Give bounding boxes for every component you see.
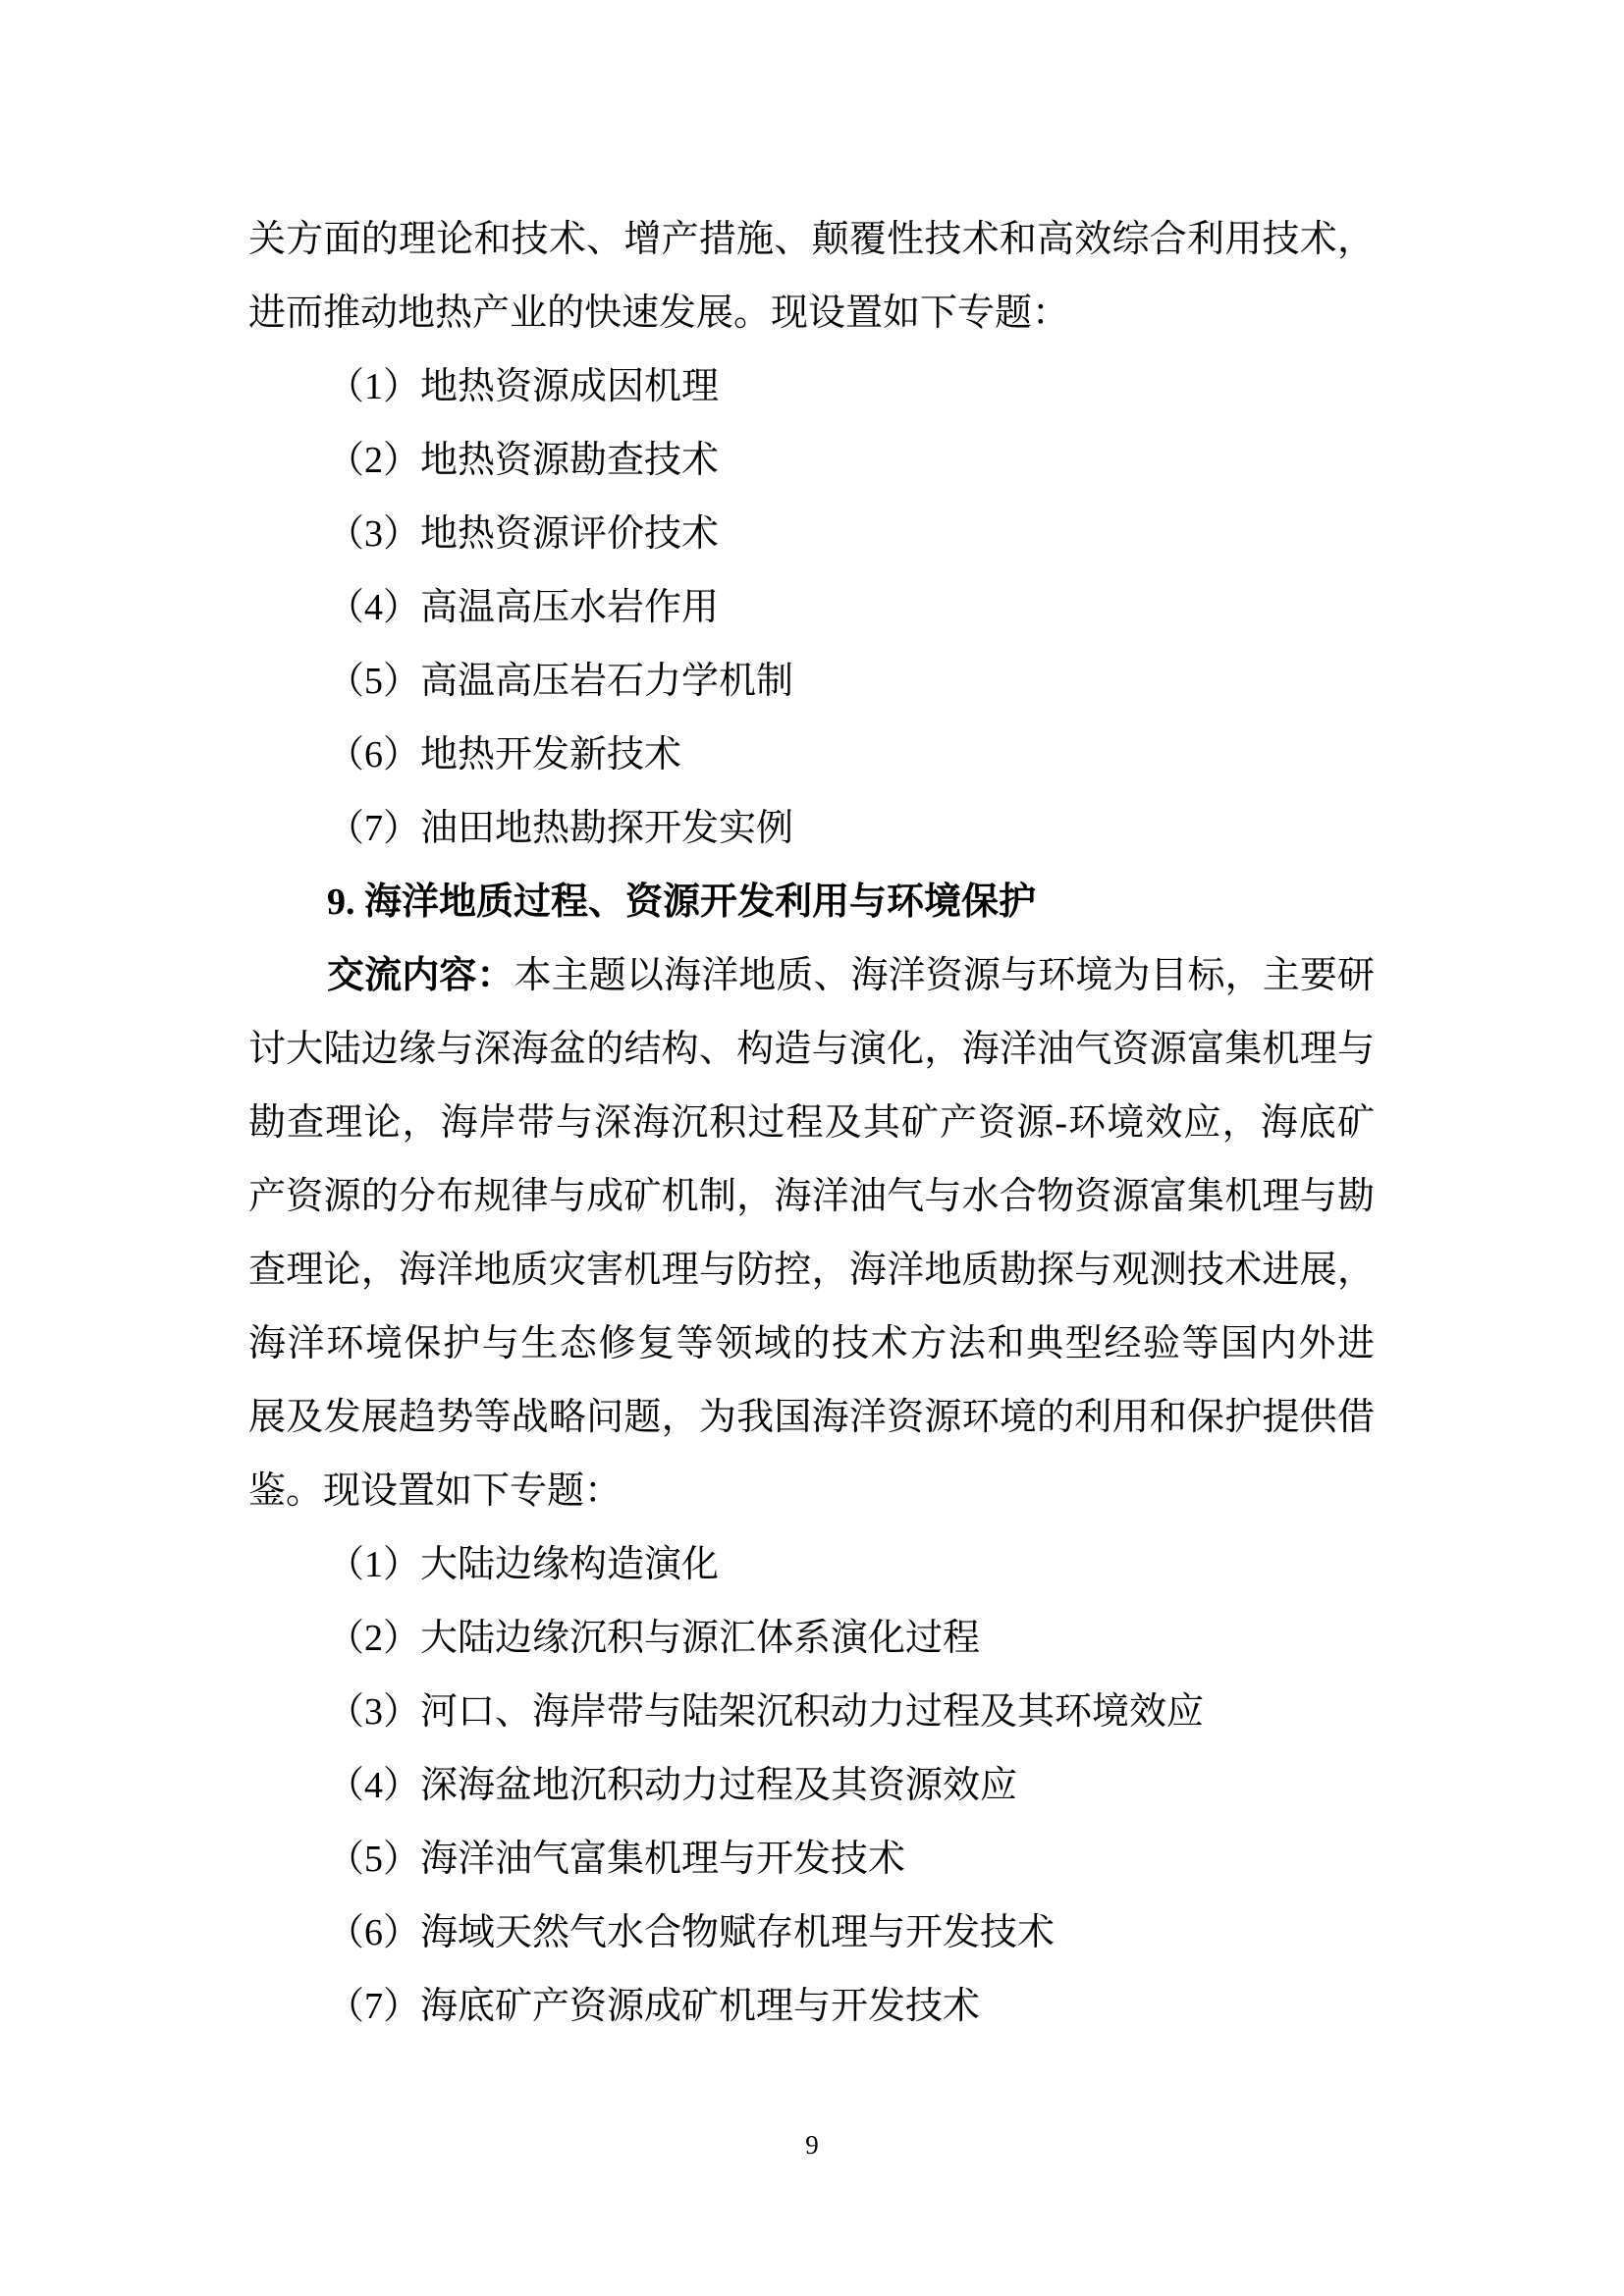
list-item-topic9: （6）海域天然气水合物赋存机理与开发技术 — [327, 1912, 1056, 1953]
body-text-line: 海洋环境保护与生态修复等领域的技术方法和典型经验等国内外进 — [248, 1323, 1375, 1364]
list-item-topic9: （2）大陆边缘沉积与源汇体系演化过程 — [327, 1618, 981, 1659]
list-item-topic8: （3）地热资源评价技术 — [327, 513, 720, 555]
list-item-topic9: （3）河口、海岸带与陆架沉积动力过程及其环境效应 — [327, 1691, 1205, 1733]
body-text-line: 展及发展趋势等战略问题，为我国海洋资源环境的利用和保护提供借 — [248, 1397, 1375, 1438]
list-item-topic9: （7）海底矿产资源成矿机理与开发技术 — [327, 1986, 981, 2027]
list-item-topic9: （1）大陆边缘构造演化 — [327, 1544, 720, 1585]
body-text-line — [248, 939, 1375, 1013]
page-body — [248, 203, 1375, 2044]
body-text-line: 产资源的分布规律与成矿机制，海洋油气与水合物资源富集机理与勘 — [248, 1176, 1375, 1217]
list-item-topic8: （4）高温高压水岩作用 — [327, 587, 720, 628]
body-text-line: 鉴。现设置如下专题： — [248, 1470, 623, 1512]
list-item-topic9: （5）海洋油气富集机理与开发技术 — [327, 1839, 906, 1880]
list-item-topic8: （6）地热开发新技术 — [327, 734, 682, 775]
body-text-line: 查理论，海洋地质灾害机理与防控，海洋地质勘探与观测技术进展， — [248, 1250, 1375, 1291]
body-text-line: 关方面的理论和技术、增产措施、颠覆性技术和高效综合利用技术， — [248, 219, 1375, 260]
list-item-topic8: （1）地热资源成因机理 — [327, 366, 720, 407]
page-footer — [0, 2130, 1624, 2160]
list-item-topic8: （2）地热资源勘查技术 — [327, 440, 720, 481]
page-number: 9 — [805, 2130, 819, 2160]
list-item-topic8: （7）油田地热勘探开发实例 — [327, 808, 794, 849]
list-item-topic8: （5）高温高压岩石力学机制 — [327, 661, 794, 702]
body-text-line: 讨大陆边缘与深海盆的结构、构造与演化，海洋油气资源富集机理与 — [248, 1029, 1375, 1070]
list-item-topic9: （4）深海盆地沉积动力过程及其资源效应 — [327, 1765, 1018, 1806]
body-text-line: 进而推动地热产业的快速发展。现设置如下专题： — [248, 293, 1070, 334]
body-text-line: 勘查理论，海岸带与深海沉积过程及其矿产资源-环境效应，海底矿 — [248, 1102, 1375, 1144]
body-text-span: 本主题以海洋地质、海洋资源与环境为目标，主要研 — [514, 955, 1375, 996]
exchange-content-label: 交流内容： — [327, 955, 514, 996]
section-9-heading: 9. 海洋地质过程、资源开发利用与环境保护 — [327, 881, 1037, 923]
